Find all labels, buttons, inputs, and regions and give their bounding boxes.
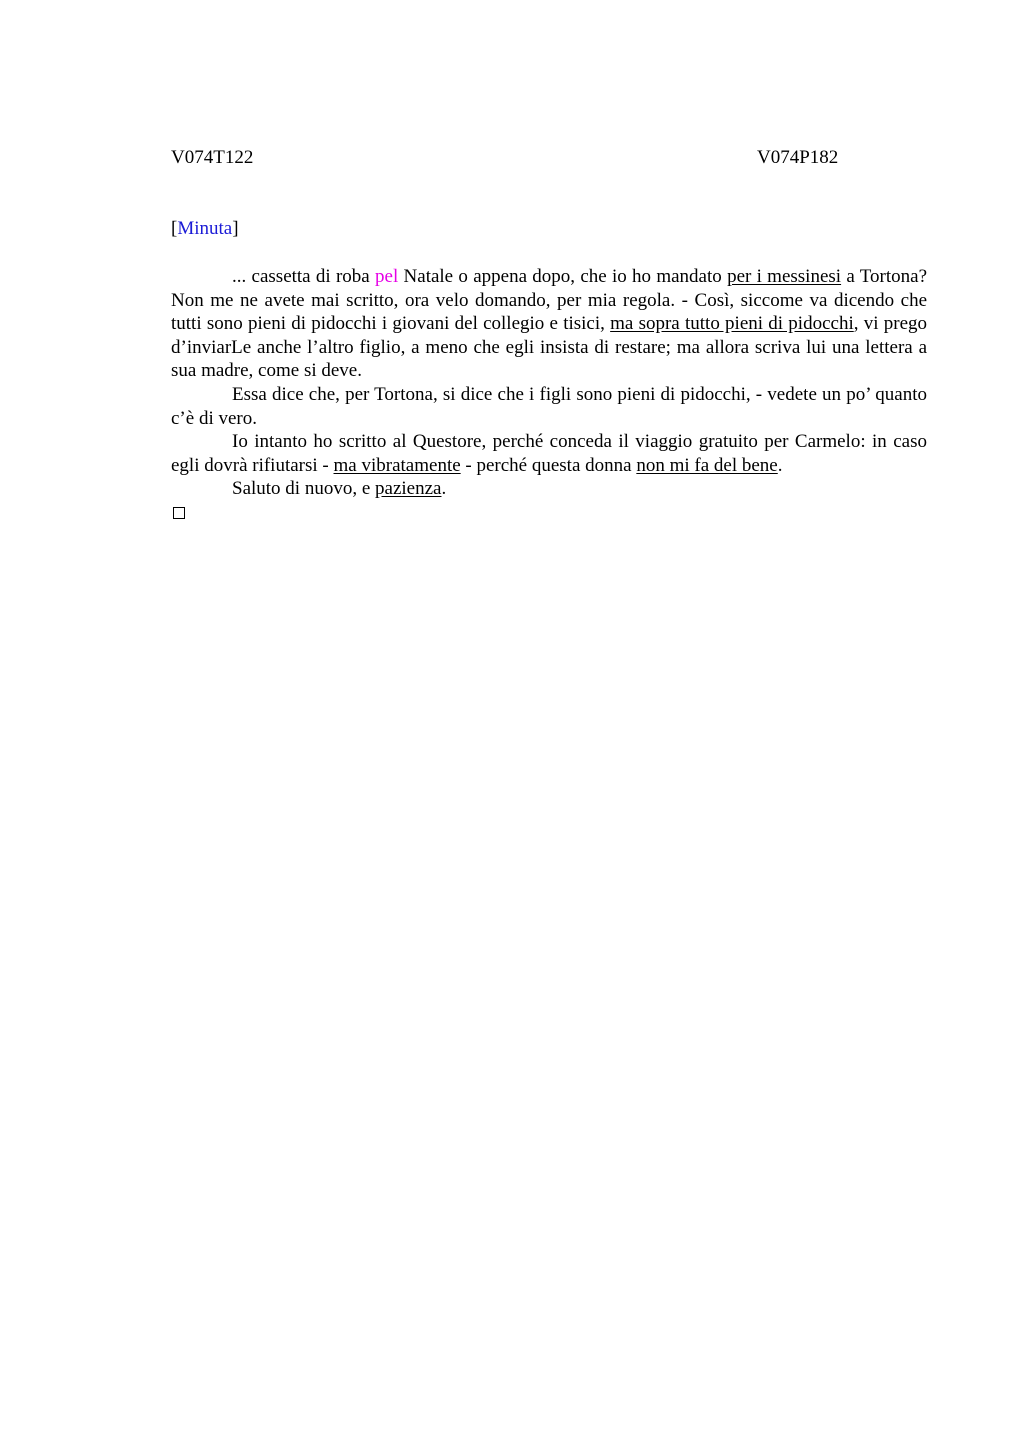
p3-text-1: Io intanto ho scritto al Questore, perché conceda il viaggio gratuito per Carmelo: in caso egli dovrà rifiutarsi -: [171, 431, 927, 476]
p1-text-2: Natale o appena dopo, che io ho mandato: [398, 266, 728, 287]
label-text: Minuta: [177, 218, 233, 239]
p1-text-3: a Tortona? Non me ne avete mai scritto, ora velo domando, per mia regola. - Così, siccome va dicendo che tutti sono pieni di pidocchi i giovani del collegio e tisici,: [171, 266, 927, 335]
p3-text-2: - perché questa donna: [460, 454, 637, 476]
end-square-icon: [173, 507, 185, 519]
document-code-right: V074P182: [757, 147, 839, 168]
paragraph-2: Essa dice che, per Tortona, si dice che i figli sono pieni di pidocchi, - vedete un po’ quanto c’è di vero.: [171, 383, 927, 429]
minuta-label: [171, 217, 239, 241]
p4-underlined: pazienza: [375, 478, 442, 500]
p3-underlined-1: ma vibratamente: [333, 454, 461, 476]
p3-text-3: .: [777, 454, 783, 476]
p1-underlined-2: ma sopra tutto pieni di pidocchi: [610, 313, 854, 335]
letter-body: [171, 265, 927, 501]
p4-text-2: .: [441, 478, 447, 500]
p1-text-1: ... cassetta di roba: [232, 266, 376, 287]
label-close-bracket: ]: [232, 218, 239, 239]
p1-highlighted-word: pel: [375, 266, 399, 287]
paragraph-1: [171, 265, 927, 383]
p3-underlined-2: non mi fa del bene: [636, 454, 778, 476]
paragraph-3: [171, 430, 927, 477]
label-open-bracket: [: [171, 218, 178, 239]
document-code-left: V074T122: [171, 147, 254, 168]
paragraph-4: [171, 477, 927, 501]
p4-text-1: Saluto di nuovo, e: [232, 478, 376, 500]
p1-text-4: , vi prego d’inviarLe anche l’altro figlio, a meno che egli insista di restare; ma allora scriva lui una lettera a sua madre, come si deve.: [171, 313, 927, 382]
p1-underlined-1: per i messinesi: [727, 266, 842, 287]
